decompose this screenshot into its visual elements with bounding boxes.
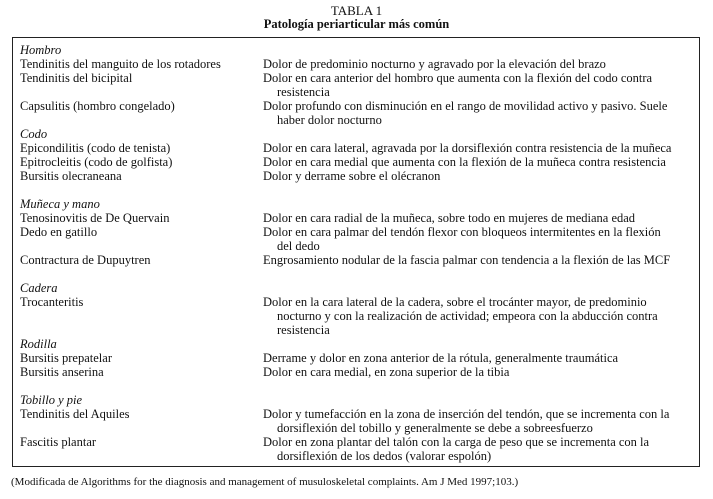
condition-name: Epicondilitis (codo de tenista) [20, 141, 171, 155]
condition-description: Dolor en cara medial que aumenta con la flexión de la muñeca contra resistencia [263, 155, 666, 169]
condition-description: Dolor y derrame sobre el olécranon [263, 169, 441, 183]
section-heading-hombro: Hombro [20, 43, 62, 57]
condition-name: Epitrocleitis (codo de golfista) [20, 155, 173, 169]
condition-description: Dolor en cara anterior del hombro que aumenta con la flexión del codo contra resistencia [263, 71, 653, 99]
section-heading-rodilla: Rodilla [20, 337, 57, 351]
table-title: TABLA 1 [330, 3, 383, 18]
condition-name: Dedo en gatillo [20, 225, 98, 239]
condition-name: Fascitis plantar [20, 435, 97, 449]
condition-description: Dolor en cara palmar del tendón flexor con bloqueos intermitentes en la flexión del dedo [263, 225, 661, 253]
condition-description: Dolor en zona plantar del talón con la carga de peso que se incrementa con la dorsiflexión de los dedos (valorar espolón) [263, 435, 650, 463]
condition-name: Trocanteritis [20, 295, 84, 309]
condition-name: Bursitis olecraneana [20, 169, 122, 183]
condition-name: Tendinitis del manguito de los rotadores [20, 57, 221, 71]
condition-description: Dolor y tumefacción en la zona de inserción del tendón, que se incrementa con la dorsiflexión del tobillo y generalmente se debe a sobreesfuerzo [263, 407, 670, 435]
section-heading-muneca-y-mano: Muñeca y mano [20, 197, 100, 211]
condition-name: Tendinitis del bicipital [20, 71, 133, 85]
section-heading-cadera: Cadera [20, 281, 58, 295]
condition-name: Bursitis anserina [20, 365, 104, 379]
condition-description: Dolor en la cara lateral de la cadera, sobre el trocánter mayor, de predominio nocturno y con la realización de actividad; empeora con la abducción contra resistencia [263, 295, 658, 337]
condition-name: Capsulitis (hombro congelado) [20, 99, 175, 113]
table-footnote: (Modificada de Algorithms for the diagnosis and management of musuloskeletal complaints. Am J Med 1997;103.) [11, 476, 519, 488]
condition-description: Engrosamiento nodular de la fascia palmar con tendencia a la flexión de las MCF [263, 253, 671, 267]
section-heading-codo: Codo [20, 127, 48, 141]
condition-description: Dolor de predominio nocturno y agravado por la elevación del brazo [263, 57, 606, 71]
section-heading-tobillo-y-pie: Tobillo y pie [20, 393, 83, 407]
condition-description: Dolor profundo con disminución en el rango de movilidad activo y pasivo. Suele haber dolor nocturno [263, 99, 668, 127]
condition-name: Contractura de Dupuytren [20, 253, 151, 267]
condition-name: Tendinitis del Aquiles [20, 407, 130, 421]
condition-description: Dolor en cara lateral, agravada por la dorsiflexión contra resistencia de la muñeca [263, 141, 672, 155]
condition-description: Dolor en cara medial, en zona superior de la tibia [263, 365, 510, 379]
pathology-table [12, 37, 700, 467]
condition-description: Derrame y dolor en zona anterior de la rótula, generalmente traumática [263, 351, 619, 365]
condition-name: Tenosinovitis de De Quervain [20, 211, 170, 225]
table-subtitle: Patología periarticular más común [263, 17, 450, 31]
condition-description: Dolor en cara radial de la muñeca, sobre todo en mujeres de mediana edad [263, 211, 636, 225]
condition-name: Bursitis prepatelar [20, 351, 112, 365]
